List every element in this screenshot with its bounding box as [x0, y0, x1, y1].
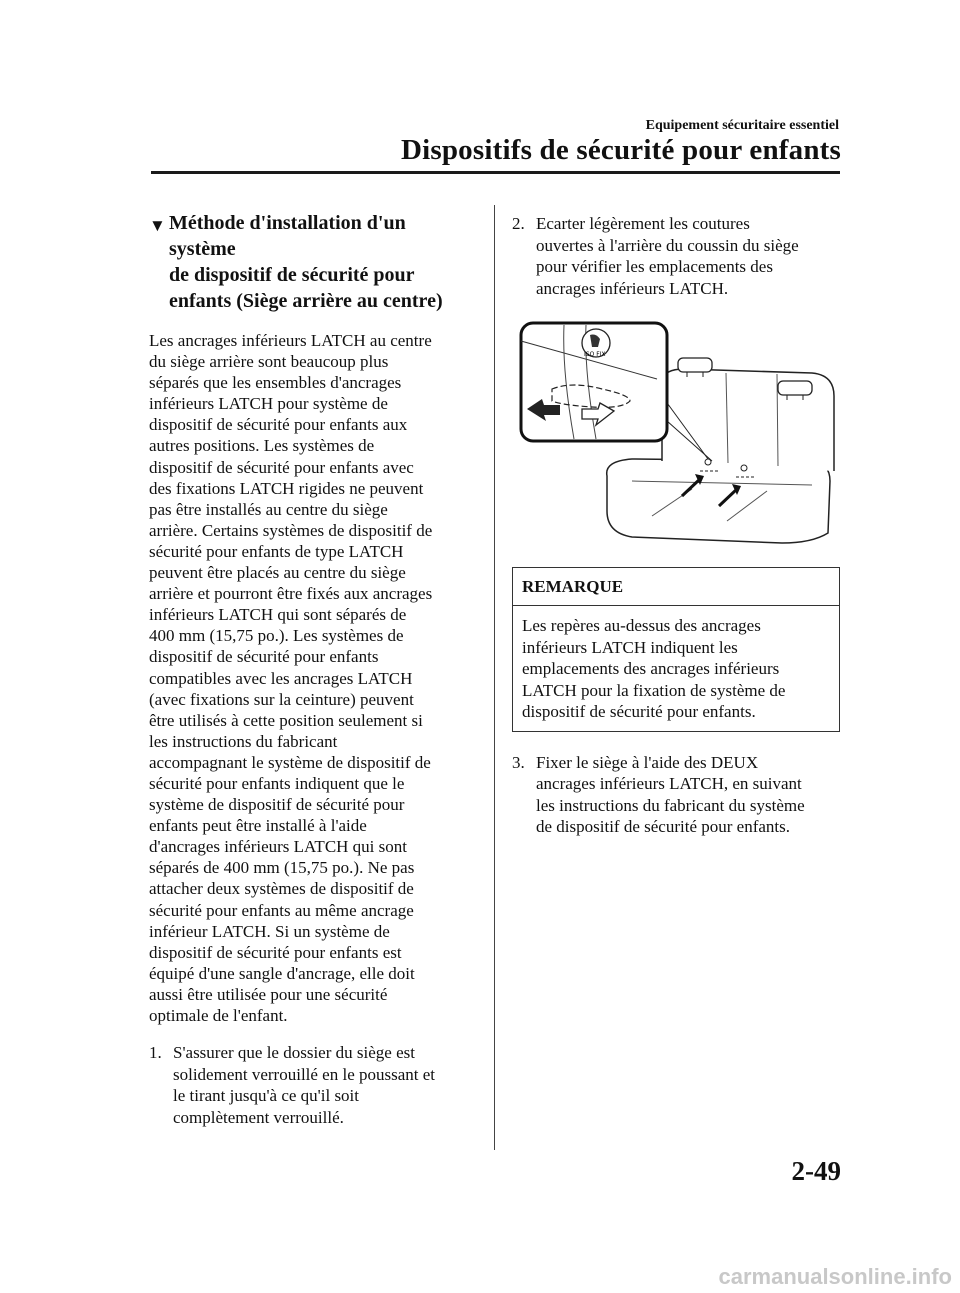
- step-1: [149, 1042, 469, 1128]
- section-label: Equipement sécuritaire essentiel: [645, 118, 839, 133]
- paragraph-line: (avec fixations sur la ceinture) peuvent: [149, 689, 414, 709]
- subsection-title: [149, 210, 469, 314]
- subtitle-line: de dispositif de sécurité pour: [169, 264, 415, 286]
- note-line: emplacements des ancrages inférieurs: [522, 659, 780, 678]
- step-number: 1.: [149, 1043, 162, 1063]
- paragraph-line: aussi être utilisée pour une sécurité: [149, 984, 388, 1004]
- paragraph-line: attacher deux systèmes de dispositif de: [149, 879, 414, 899]
- subtitle-line: enfants (Siège arrière au centre): [169, 290, 443, 312]
- step-number: 2.: [512, 214, 525, 233]
- triangle-down-icon: ▼: [149, 216, 166, 235]
- paragraph-line: sécurité pour enfants indiquent que le: [149, 773, 405, 793]
- step-2: [512, 213, 842, 299]
- paragraph-line: sécurité pour enfants au même ancrage: [149, 900, 414, 920]
- step-line: Fixer le siège à l'aide des DEUX: [536, 752, 759, 772]
- step-line: ancrages inférieurs LATCH, en suivant: [536, 774, 802, 793]
- step-line: le tirant jusqu'à ce qu'il soit: [173, 1086, 360, 1106]
- paragraph-line: optimale de l'enfant.: [149, 1006, 288, 1025]
- step-line: S'assurer que le dossier du siège est: [173, 1043, 415, 1063]
- paragraph-line: enfants peut être installé à l'aide: [149, 816, 367, 836]
- step-line: pour vérifier les emplacements des: [536, 257, 773, 276]
- paragraph-line: séparés que les ensembles d'ancrages: [149, 373, 402, 393]
- note-line: inférieurs LATCH indiquent les: [522, 637, 738, 657]
- paragraph-line: arrière. Certains systèmes de dispositif de: [149, 520, 433, 540]
- paragraph-line: arrière et pourront être fixés aux ancrages: [149, 584, 433, 604]
- paragraph-line: autres positions. Les systèmes de: [149, 436, 375, 456]
- paragraph-line: sécurité pour enfants de type LATCH: [149, 541, 404, 561]
- note-line: LATCH pour la fixation de système de: [522, 680, 786, 700]
- paragraph-line: compatibles avec les ancrages LATCH: [149, 668, 413, 688]
- step-line: Ecarter légèrement les coutures: [536, 214, 750, 233]
- intro-paragraph: [149, 330, 469, 1026]
- paragraph-line: inférieurs LATCH qui sont séparés de: [149, 605, 407, 625]
- paragraph-line: séparés de 400 mm (15,75 po.). Ne pas: [149, 858, 415, 878]
- paragraph-line: être utilisés à cette position seulement si: [149, 710, 423, 730]
- header-rule: [151, 171, 840, 174]
- paragraph-line: dispositif de sécurité pour enfants est: [149, 942, 402, 962]
- step-line: de dispositif de sécurité pour enfants.: [536, 817, 790, 836]
- paragraph-line: équipé d'une sangle d'ancrage, elle doit: [149, 963, 415, 983]
- column-divider: [494, 205, 495, 1150]
- step-3: [512, 752, 842, 838]
- seat-illustration-icon: [512, 311, 842, 551]
- paragraph-line: système de dispositif de sécurité pour: [149, 795, 405, 815]
- seat-latch-illustration: [512, 311, 842, 551]
- note-box: [512, 567, 840, 732]
- page-number: 2-49: [791, 1156, 841, 1186]
- step-number: 3.: [512, 752, 525, 772]
- paragraph-line: 400 mm (15,75 po.). Les systèmes de: [149, 626, 404, 646]
- isofix-label: ISO FIX: [584, 351, 606, 358]
- note-line: Les repères au-dessus des ancrages: [522, 616, 761, 635]
- step-line: les instructions du fabricant du système: [536, 795, 805, 815]
- step-line: ancrages inférieurs LATCH.: [536, 278, 729, 298]
- note-line: dispositif de sécurité pour enfants.: [522, 702, 756, 721]
- paragraph-line: dispositif de sécurité pour enfants: [149, 647, 379, 667]
- step-line: complètement verrouillé.: [173, 1107, 344, 1127]
- note-title: REMARQUE: [513, 568, 839, 606]
- note-body: [513, 606, 839, 731]
- watermark: carmanualsonline.info: [718, 1264, 952, 1289]
- paragraph-line: dispositif de sécurité pour enfants aux: [149, 415, 408, 435]
- step-line: solidement verrouillé en le poussant et: [173, 1064, 436, 1084]
- paragraph-line: peuvent être placés au centre du siège: [149, 563, 406, 583]
- paragraph-line: du siège arrière sont beaucoup plus: [149, 352, 389, 372]
- left-column: [149, 210, 469, 1128]
- paragraph-line: des fixations LATCH rigides ne peuvent: [149, 478, 424, 498]
- page-title: Dispositifs de sécurité pour enfants: [400, 134, 841, 166]
- paragraph-line: accompagnant le système de dispositif de: [149, 752, 431, 772]
- paragraph-line: inférieurs LATCH pour système de: [149, 394, 388, 414]
- subtitle-line: Méthode d'installation d'un système: [169, 212, 406, 260]
- paragraph-line: Les ancrages inférieurs LATCH au centre: [149, 331, 432, 350]
- step-line: ouvertes à l'arrière du coussin du siège: [536, 235, 799, 255]
- paragraph-line: pas être installés au centre du siège: [149, 499, 388, 519]
- paragraph-line: dispositif de sécurité pour enfants avec: [149, 457, 414, 477]
- right-column: [512, 213, 842, 838]
- paragraph-line: d'ancrages inférieurs LATCH qui sont: [149, 837, 407, 857]
- paragraph-line: inférieur LATCH. Si un système de: [149, 921, 390, 941]
- paragraph-line: les instructions du fabricant: [149, 731, 338, 751]
